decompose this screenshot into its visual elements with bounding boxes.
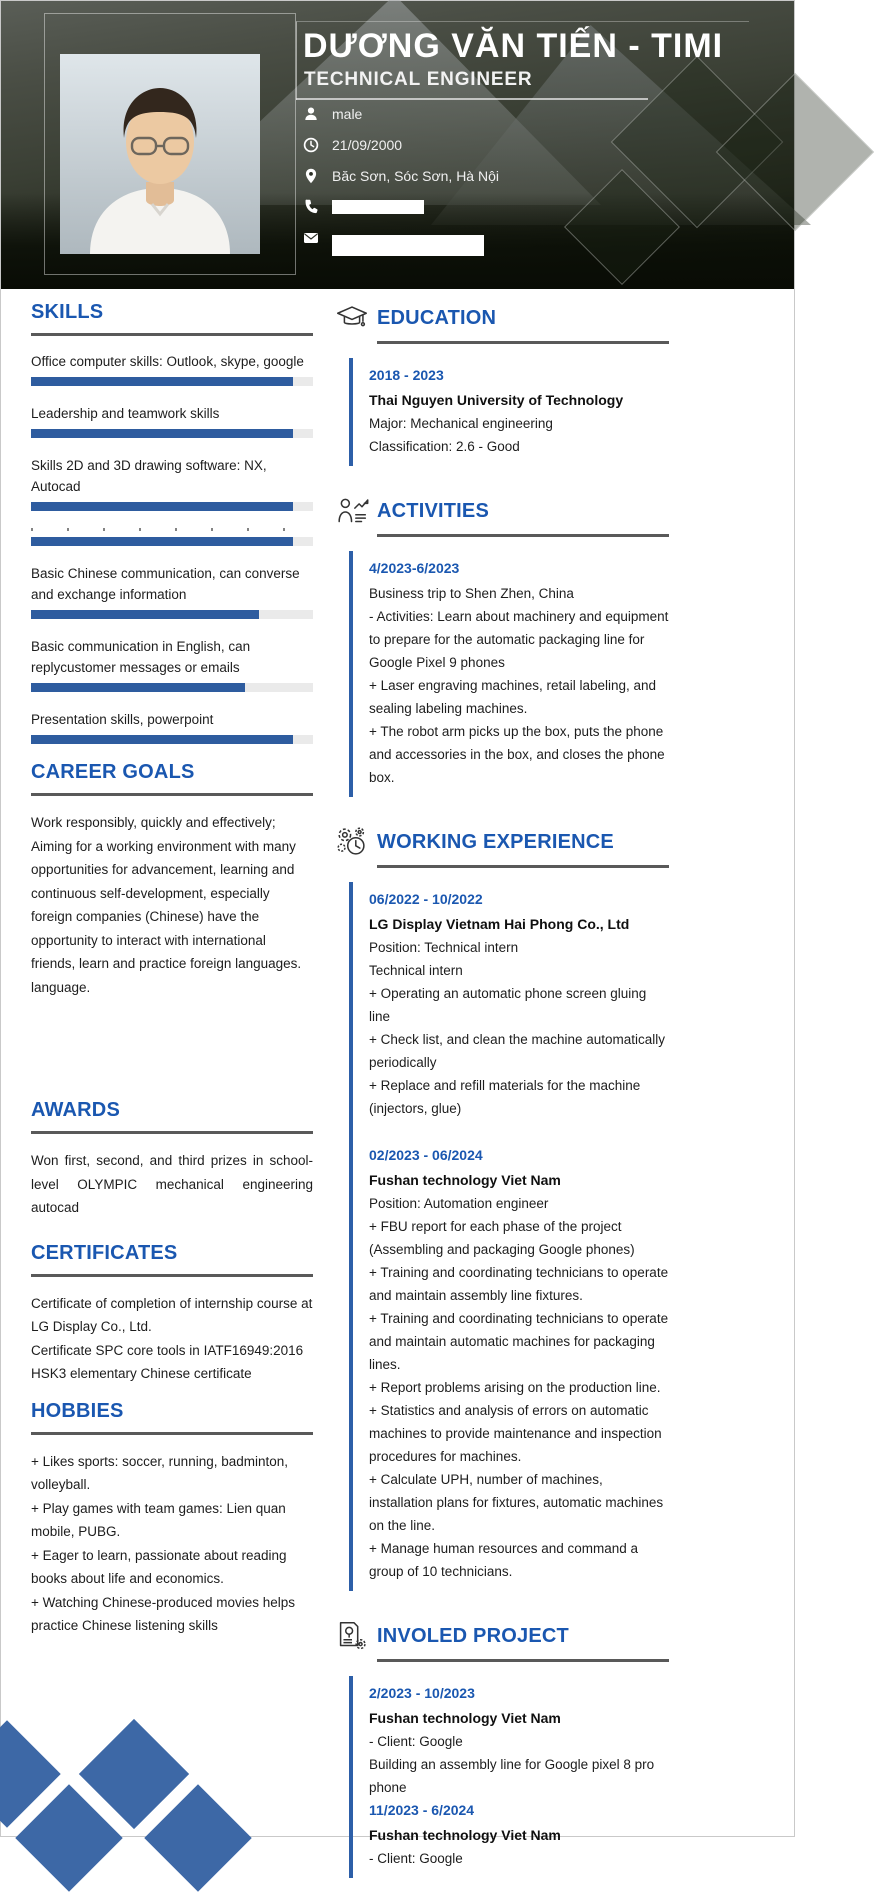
skill-bar-fill [31, 377, 293, 386]
redacted-phone-number [332, 200, 424, 214]
skill-item [31, 351, 313, 386]
certificate-line: Certificate of completion of internship course at LG Display Co., Ltd. [31, 1295, 313, 1334]
envelope-icon [303, 230, 319, 246]
skill-bar-fill [31, 683, 245, 692]
skill-item [31, 528, 313, 546]
location-pin-icon [303, 168, 319, 184]
entry-line: + Calculate UPH, number of machines, installation plans for fixtures, automatic machines on the line. [369, 1472, 664, 1533]
contact-email [303, 229, 499, 247]
entry-line: + Report problems arising on the production line. [369, 1380, 661, 1395]
awards-heading: AWARDS [31, 1099, 120, 1121]
title-underline [296, 98, 648, 100]
skill-bar-fill [31, 610, 259, 619]
entry-date: 02/2023 - 06/2024 [369, 1147, 483, 1163]
clipped-skill-label [31, 528, 290, 531]
entry-title: Thai Nguyen University of Technology [369, 392, 624, 408]
heading-rule [377, 534, 669, 537]
certificates-heading: CERTIFICATES [31, 1241, 178, 1264]
activities-section [333, 492, 669, 797]
profile-photo [60, 54, 260, 254]
certificates-section [31, 1242, 313, 1386]
skills-heading: SKILLS [31, 301, 104, 323]
contact-list [303, 105, 499, 260]
hobbies-heading: HOBBIES [31, 1399, 124, 1422]
heading-rule [377, 1659, 669, 1662]
contact-text: 21/09/2000 [332, 137, 403, 153]
activities-entry [349, 551, 669, 797]
contact-text: Băc Sơn, Sóc Sơn, Hà Nội [332, 168, 499, 184]
hobby-line: + Watching Chinese-produced movies helps practice Chinese listening skills [31, 1594, 296, 1633]
skill-bar [31, 610, 313, 619]
entry-line: Position: Automation engineer [369, 1196, 549, 1211]
career-goals-heading: CAREER GOALS [31, 761, 195, 783]
heading-rule [31, 793, 313, 796]
presenter-chart-icon [333, 492, 371, 530]
skill-bar [31, 502, 313, 511]
redacted-email-address [332, 235, 484, 256]
entry-line: Position: Technical intern [369, 940, 519, 955]
involved-project-heading: INVOLED PROJECT [377, 1624, 569, 1647]
skill-label: Basic communication in English, can replycustomer messages or emails [31, 639, 251, 675]
skill-bar-fill [31, 429, 293, 438]
working-experience-heading: WORKING EXPERIENCE [377, 830, 614, 853]
awards-text: Won first, second, and third prizes in school-level OLYMPIC mechanical engineering autocad [31, 1153, 313, 1215]
name: DƯƠNG VĂN TIẾN - TIMI [303, 27, 724, 65]
skill-bar [31, 537, 313, 546]
heading-rule [377, 341, 669, 344]
education-entry [349, 358, 669, 466]
activities-heading: ACTIVITIES [377, 499, 490, 522]
working-experience-section [333, 823, 669, 1591]
phone-icon [303, 199, 319, 215]
entry-title: LG Display Vietnam Hai Phong Co., Ltd [369, 916, 630, 932]
education-section [333, 299, 669, 466]
entry-date: 06/2022 - 10/2022 [369, 891, 483, 907]
entry-line: + FBU report for each phase of the project (Assembling and packaging Google phones) [369, 1219, 635, 1257]
skill-bar [31, 683, 313, 692]
heading-rule [377, 865, 669, 868]
contact-text: male [332, 106, 363, 122]
right-column [333, 299, 669, 1904]
skill-bar-fill [31, 537, 293, 546]
skill-label: Basic Chinese communication, can converse and exchange information [31, 566, 300, 602]
entry-line: + Laser engraving machines, retail labeling, and sealing labeling machines. [369, 678, 657, 716]
entry-title: Fushan technology Viet Nam [369, 1710, 561, 1726]
entry-line: Classification: 2.6 - Good [369, 439, 520, 454]
contact-gender [303, 105, 499, 123]
hobby-line: + Eager to learn, passionate about reading books about life and economics. [31, 1547, 287, 1586]
section-header [333, 1617, 669, 1655]
entry-line: + Manage human resources and command a group of 10 technicians. [369, 1541, 639, 1579]
hobby-line: + Likes sports: soccer, running, badminton, volleyball. [31, 1453, 289, 1492]
graduation-cap-icon [333, 299, 371, 337]
entry-line: + Replace and refill materials for the machine (injectors, glue) [369, 1078, 641, 1116]
section-header [333, 492, 669, 530]
clock-icon [303, 137, 319, 153]
gears-clock-icon [333, 823, 371, 861]
entry-title: Fushan technology Viet Nam [369, 1172, 561, 1188]
skill-label: Leadership and teamwork skills [31, 406, 220, 421]
job-title: TECHNICAL ENGINEER [304, 69, 533, 90]
entry-line: - Client: Google [369, 1734, 463, 1749]
person-icon [303, 106, 319, 122]
photo-frame [44, 13, 296, 275]
entry-line: + Training and coordinating technicians to operate and maintain automatic machines for packaging lines. [369, 1311, 669, 1372]
skill-bar [31, 735, 313, 744]
entry-line: - Activities: Learn about machinery and equipment to prepare for the automatic packaging line for Google Pixel 9 phones [369, 609, 669, 670]
contact-address [303, 167, 499, 185]
hobbies-section [31, 1400, 313, 1638]
project-document-icon [333, 1617, 371, 1655]
entry-date: 11/2023 - 6/2024 [369, 1802, 475, 1818]
skill-item [31, 455, 313, 511]
heading-rule [31, 1274, 313, 1277]
section-header [333, 823, 669, 861]
heading-rule [31, 333, 313, 336]
contact-phone [303, 198, 499, 216]
entry-line: Building an assembly line for Google pixel 8 pro phone [369, 1757, 655, 1795]
entry-line: + Training and coordinating technicians to operate and maintain assembly line fixtures. [369, 1265, 669, 1303]
skill-bar-fill [31, 502, 293, 511]
career-goals-section [31, 761, 313, 999]
skill-bar [31, 429, 313, 438]
education-heading: EDUCATION [377, 306, 497, 329]
skill-item [31, 636, 313, 692]
header [1, 1, 794, 289]
entry-date: 2/2023 - 10/2023 [369, 1685, 475, 1701]
section-header [333, 299, 669, 337]
entry-title: Fushan technology Viet Nam [369, 1827, 561, 1843]
skill-item [31, 709, 313, 744]
certificate-line: HSK3 elementary Chinese certificate [31, 1366, 252, 1381]
entry-line: + The robot arm picks up the box, puts the phone and accessories in the box, and closes the phone box. [369, 724, 665, 785]
entry-line: + Check list, and clean the machine automatically periodically [369, 1032, 666, 1070]
entry-gap [369, 1120, 669, 1144]
skill-item [31, 403, 313, 438]
contact-birthdate [303, 136, 499, 154]
entry-line: Business trip to Shen Zhen, China [369, 586, 574, 601]
entry-line: + Statistics and analysis of errors on automatic machines to provide maintenance and inspection procedures for machines. [369, 1403, 662, 1464]
skills-section [31, 301, 313, 744]
skill-item [31, 563, 313, 619]
entry-line: Major: Mechanical engineering [369, 416, 553, 431]
skill-bar [31, 377, 313, 386]
working-experience-entries [349, 882, 669, 1591]
entry-line: Technical intern [369, 963, 463, 978]
entry-line: - Client: Google [369, 1851, 463, 1866]
entry-date: 4/2023-6/2023 [369, 560, 460, 576]
entry-line: + Operating an automatic phone screen gluing line [369, 986, 647, 1024]
left-column [31, 301, 313, 1638]
heading-rule [31, 1131, 313, 1134]
awards-section [31, 1099, 313, 1220]
skill-label: Skills 2D and 3D drawing software: NX, Autocad [31, 458, 267, 494]
certificate-line: Certificate SPC core tools in IATF16949:2016 [31, 1342, 304, 1358]
involved-project-entries [349, 1676, 669, 1878]
career-goals-text: Work responsibly, quickly and effectively; [31, 815, 276, 830]
heading-rule [31, 1432, 313, 1435]
skill-bar-fill [31, 735, 293, 744]
involved-project-section [333, 1617, 669, 1878]
entry-date: 2018 - 2023 [369, 367, 444, 383]
skill-label: Office computer skills: Outlook, skype, google [31, 354, 304, 369]
skill-label: Presentation skills, powerpoint [31, 712, 214, 727]
hobby-line: + Play games with team games: Lien quan mobile, PUBG. [31, 1500, 286, 1539]
career-goals-text: Aiming for a working environment with many opportunities for advancement, learning and continuous self-development, especially foreign companies (Chinese) have the opportunity to interact with international friends, learn and practice foreign languages. language. [31, 838, 302, 995]
